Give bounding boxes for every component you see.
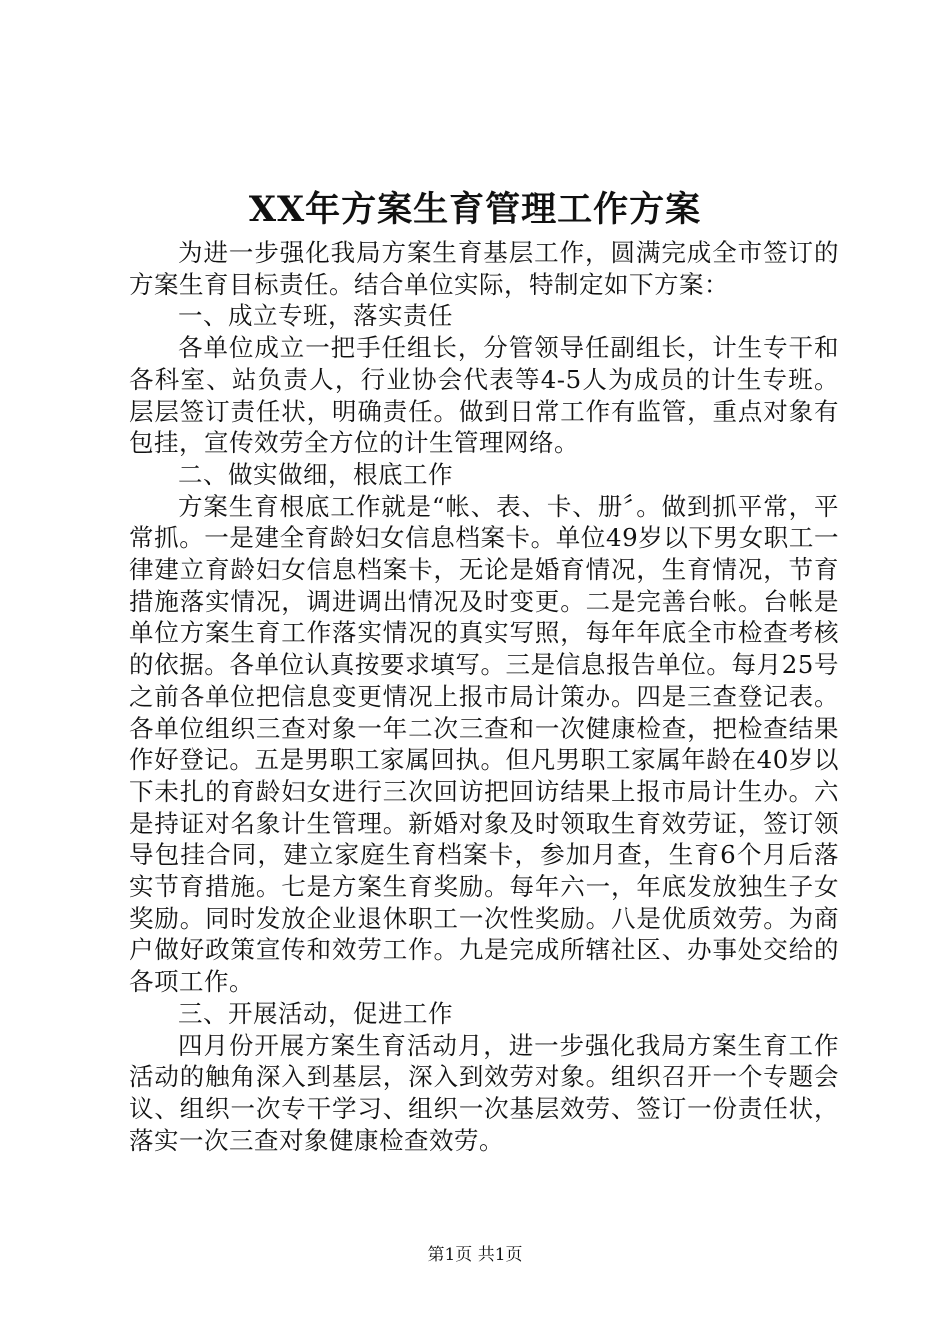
- section-body-3: 四月份开展方案生育活动月，进一步强化我局方案生育工作活动的触角深入到基层，深入到效劳对象。组织召开一个专题会议、组织一次专干学习、组织一次基层效劳、签订一份责任状，落实一次三查对象健康检查效劳。: [129, 1030, 839, 1155]
- section-heading-2: 二、做实做细，根底工作: [178, 459, 453, 489]
- intro-paragraph: 为进一步强化我局方案生育基层工作，圆满完成全市签订的方案生育目标责任。结合单位实际，特制定如下方案：: [129, 238, 839, 299]
- section-heading-3: 三、开展活动，促进工作: [178, 998, 453, 1028]
- section-body-1: 各单位成立一把手任组长，分管领导任副组长，计生专干和各科室、站负责人，行业协会代表等4-5人为成员的计生专班。层层签订责任状，明确责任。做到日常工作有监管，重点对象有包挂，宣传效劳全方位的计生管理网络。: [129, 333, 839, 458]
- section-body-2: 方案生育根底工作就是“帐、表、卡、册〞。做到抓平常，平常抓。一是建全育龄妇女信息档案卡。单位49岁以下男女职工一律建立育龄妇女信息档案卡，无论是婚育情况，生育情况，节育措施落实情况，调进调出情况及时变更。二是完善台帐。台帐是单位方案生育工作落实情况的真实写照，每年年底全市检查考核的依据。各单位认真按要求填写。三是信息报告单位。每月25号之前各单位把信息变更情况上报市局计策办。四是三查登记表。各单位组织三查对象一年二次三查和一次健康检查，把检查结果作好登记。五是男职工家属回执。但凡男职工家属年龄在40岁以下未扎的育龄妇女进行三次回访把回访结果上报市局计生办。六是持证对名象计生管理。新婚对象及时领取生育效劳证，签订领导包挂合同，建立家庭生育档案卡，参加月查，生育6个月后落实节育措施。七是方案生育奖励。每年六一，年底发放独生子女奖励。同时发放企业退休职工一次性奖励。八是优质效劳。为商户做好政策宣传和效劳工作。九是完成所辖社区、办事处交给的各项工作。: [129, 491, 839, 997]
- section-heading-1: 一、成立专班，落实责任: [178, 301, 453, 331]
- document-body: [129, 237, 839, 1156]
- page-footer: 第1页 共1页: [427, 1245, 523, 1265]
- document-title: XX年方案生育管理工作方案: [248, 189, 702, 230]
